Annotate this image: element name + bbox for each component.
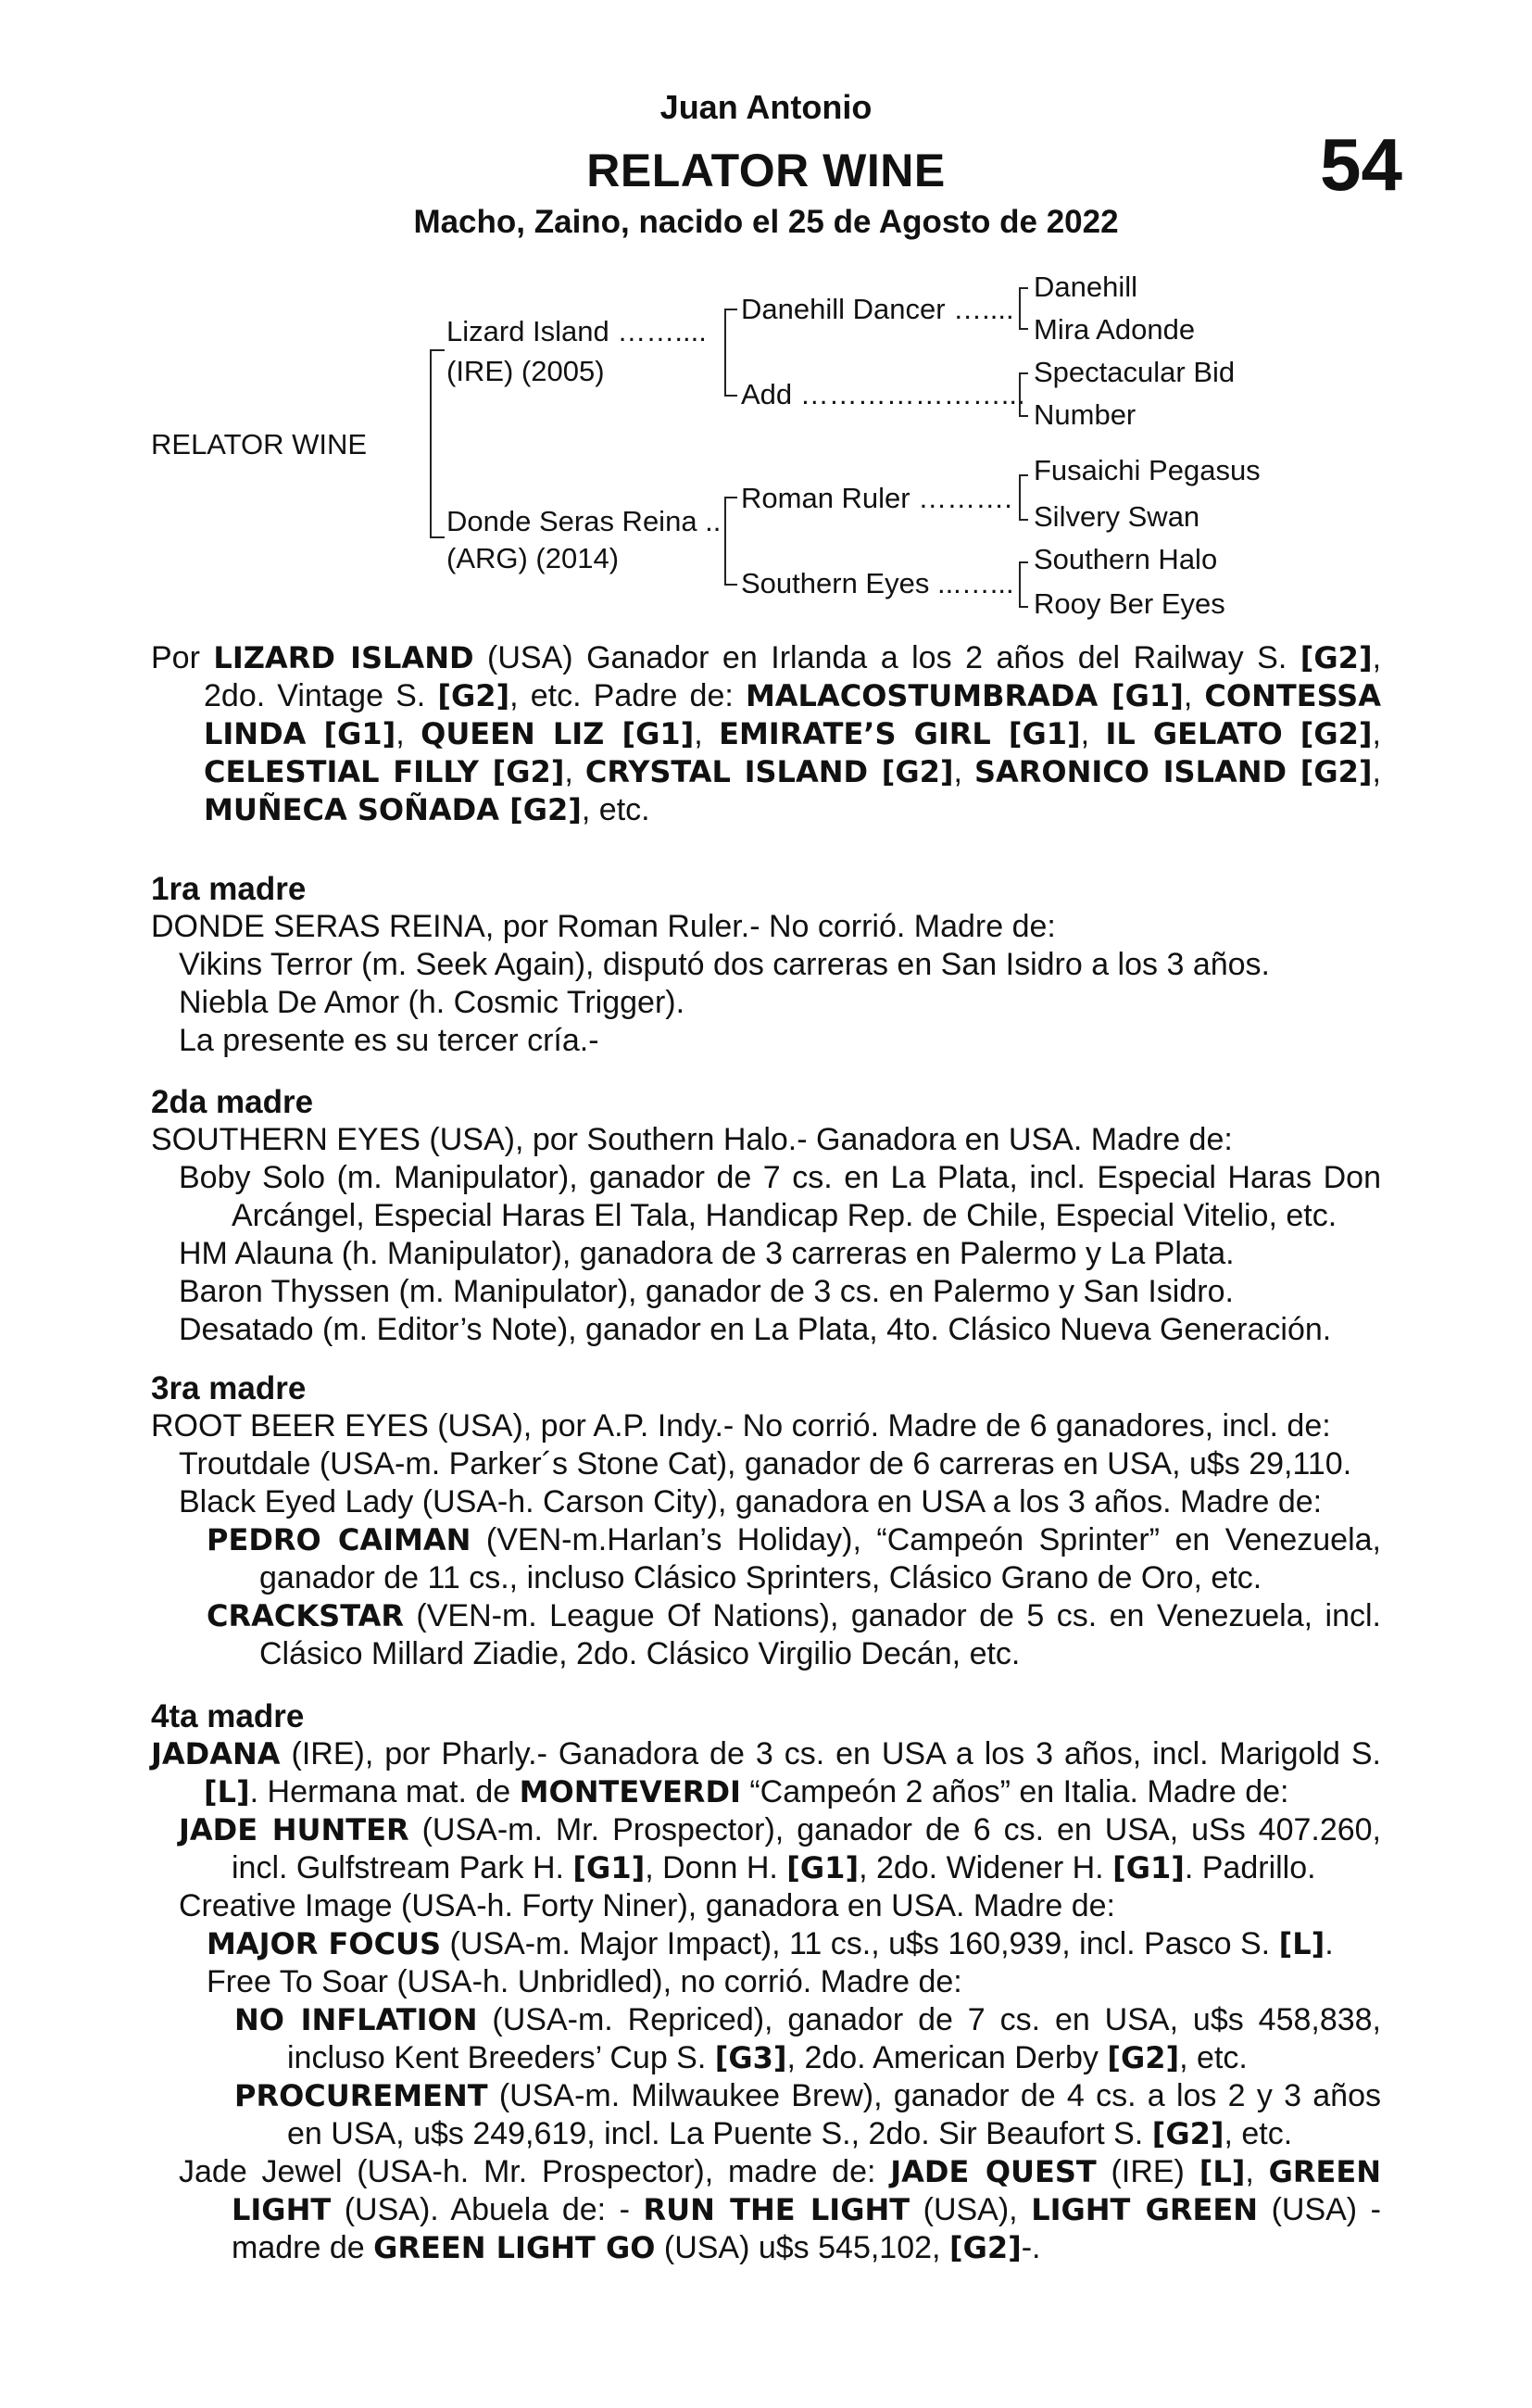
pedigree-dsd: Silvery Swan <box>1034 500 1200 533</box>
pedigree-ssd: Mira Adonde <box>1034 313 1196 346</box>
lot-number: 54 <box>1320 123 1402 206</box>
pedigree-sire: Lizard Island …….... <box>446 315 707 347</box>
stakes-winner-name: JADE QUEST <box>890 2154 1097 2189</box>
produce-line: HM Alauna (h. Manipulator), ganadora de 3 carreras en Palermo y La Plata. <box>179 1236 1235 1271</box>
progeny-name: CONTESSA LINDA [G1] <box>204 678 1381 751</box>
stakes-winner-name: GREEN LIGHT GO <box>373 2230 656 2265</box>
grade-label: [G2] <box>437 678 510 713</box>
dam-intro: ROOT BEER EYES (USA), por A.P. Indy.- No corrió. Madre de 6 ganadores, incl. de: <box>151 1408 1331 1444</box>
text-run: Por <box>151 640 214 675</box>
pedigree-sdd: Number <box>1034 398 1136 431</box>
produce-line: La presente es su tercer cría.- <box>179 1023 599 1058</box>
produce-line: Troutdale (USA-m. Parker´s Stone Cat), ganador de 6 carreras en USA, u$s 29,110. <box>179 1446 1352 1481</box>
produce-line <box>151 1925 1381 1963</box>
stakes-winner-name: PROCUREMENT <box>234 2078 488 2113</box>
progeny-name: QUEEN LIZ [G1] <box>421 716 695 751</box>
horse-description: Macho, Zaino, nacido el 25 de Agosto de 2022 <box>413 204 1119 240</box>
stakes-winner-name: CRACKSTAR <box>207 1598 404 1633</box>
text-run: , <box>1372 754 1381 789</box>
text-run: , 2do. American Derby <box>786 2040 1108 2075</box>
pedigree-bracket-sire <box>724 309 737 397</box>
grade-label: [L] <box>1278 1926 1325 1961</box>
produce-line <box>151 2077 1381 2153</box>
text-run: , Donn H. <box>645 1850 787 1885</box>
grade-label: [G2] <box>1300 640 1373 675</box>
sire-name: LIZARD ISLAND <box>213 640 474 675</box>
produce-line: Desatado (m. Editor’s Note), ganador en La Plata, 4to. Clásico Nueva Generación. <box>179 1312 1332 1347</box>
produce-line <box>151 1811 1381 1887</box>
horse-title: RELATOR WINE <box>586 145 946 196</box>
text-run: (VEN-m.Harlan’s Holiday), “Campeón Sprinter” en Venezuela, ganador de 11 cs., incluso Clásico Sprinters, Clásico Grano de Oro, etc. <box>259 1522 1382 1595</box>
pedigree-bracket-ds <box>1019 474 1028 521</box>
produce-line: Niebla De Amor (h. Cosmic Trigger). <box>179 985 685 1020</box>
text-run: Jade Jewel (USA-h. Mr. Prospector), madre de: <box>179 2154 891 2189</box>
text-run: . Padrillo. <box>1184 1850 1316 1885</box>
text-run: , <box>1372 716 1381 751</box>
text-run: , etc. Padre de: <box>509 678 746 713</box>
text-run: , 2do. Widener H. <box>859 1850 1113 1885</box>
progeny-name: CRYSTAL ISLAND [G2] <box>584 754 954 789</box>
dam-intro: SOUTHERN EYES (USA), por Southern Halo.- Ganadora en USA. Madre de: <box>151 1122 1233 1157</box>
text-run: (USA-m. Repriced), ganador de 7 cs. en USA, u$s 458,838, incluso Kent Breeders’ Cup S. <box>287 2002 1382 2075</box>
progeny-name: MUÑECA SOÑADA [G2] <box>204 792 582 827</box>
produce-line <box>151 1521 1381 1597</box>
stakes-winner-name: LIGHT GREEN <box>1031 2192 1259 2227</box>
text-run: (USA-m. Major Impact), 11 cs., u$s 160,939, incl. Pasco S. <box>441 1926 1279 1961</box>
stakes-winner-name: GREEN LIGHT <box>232 2154 1381 2227</box>
pedigree-bracket-dd <box>1019 561 1028 608</box>
produce-line: Creative Image (USA-h. Forty Niner), ganadora en USA. Madre de: <box>179 1888 1115 1923</box>
produce-line <box>151 2153 1381 2267</box>
text-run: , <box>396 716 421 751</box>
third-dam-section <box>151 1356 1381 1673</box>
text-run: , <box>1080 716 1106 751</box>
text-run: , 2do. Vintage S. <box>204 640 1382 713</box>
text-run: “Campeón 2 años” en Italia. Madre de: <box>740 1774 1289 1809</box>
text-run: (IRE), por Pharly.- Ganadora de 3 cs. en USA a los 3 años, incl. Marigold S. <box>280 1736 1381 1771</box>
pedigree-sd: Add …………………... <box>741 378 1025 410</box>
produce-line: Boby Solo (m. Manipulator), ganador de 7 cs. en La Plata, incl. Especial Haras Don Arcángel, Especial Haras El Tala, Handicap Rep. de Chile, Especial Vitelio, etc. <box>179 1160 1381 1233</box>
dam-name: JADANA <box>151 1736 281 1771</box>
text-run: , etc. <box>1179 2040 1248 2075</box>
pedigree-dd: Southern Eyes ...…... <box>741 567 1014 599</box>
text-run: , etc. <box>581 792 650 827</box>
grade-label: [G2] <box>1107 2040 1180 2075</box>
section-heading: 3ra madre <box>151 1370 307 1406</box>
text-run: (VEN-m. League Of Nations), ganador de 5 cs. en Venezuela, incl. Clásico Millard Ziadie, 2do. Clásico Virgilio Decán, etc. <box>259 1598 1381 1671</box>
text-run: (USA), <box>910 2192 1032 2227</box>
grade-label: [G1] <box>572 1850 646 1885</box>
produce-line: Vikins Terror (m. Seek Again), disputó dos carreras en San Isidro a los 3 años. <box>179 947 1270 982</box>
text-run: . <box>1325 1926 1334 1961</box>
text-run: (USA-m. Mr. Prospector), ganador de 6 cs. en USA, uSs 407.260, incl. Gulfstream Park H. <box>232 1812 1382 1885</box>
progeny-name: IL GELATO [G2] <box>1105 716 1373 751</box>
pedigree-bracket-sd <box>1019 372 1028 417</box>
pedigree-bracket-root <box>430 349 445 538</box>
progeny-name: EMIRATE’S GIRL [G1] <box>719 716 1081 751</box>
text-run: (USA). Abuela de: - <box>331 2192 644 2227</box>
produce-line: Baron Thyssen (m. Manipulator), ganador de 3 cs. en Palermo y San Isidro. <box>179 1274 1234 1309</box>
text-run: , <box>1183 678 1205 713</box>
grade-label: [G1] <box>1112 1850 1185 1885</box>
pedigree-dss: Fusaichi Pegasus <box>1034 454 1261 486</box>
grade-label: [G2] <box>1151 2116 1224 2151</box>
fourth-dam-section <box>151 1684 1381 2267</box>
pedigree-ddd: Rooy Ber Eyes <box>1034 587 1225 620</box>
stakes-winner-name: JADE HUNTER <box>179 1812 409 1847</box>
sire-section <box>151 639 1381 829</box>
produce-line: Black Eyed Lady (USA-h. Carson City), ganadora en USA a los 3 años. Madre de: <box>179 1484 1323 1519</box>
text-run: , <box>953 754 974 789</box>
text-run: (USA) -madre de <box>232 2192 1381 2265</box>
text-run: , <box>694 716 720 751</box>
stakes-winner-name: MAJOR FOCUS <box>207 1926 442 1961</box>
section-heading: 4ta madre <box>151 1698 305 1734</box>
progeny-name: MALACOSTUMBRADA [G1] <box>745 678 1184 713</box>
grade-label: [G2] <box>948 2230 1022 2265</box>
text-run: , <box>1245 2154 1269 2189</box>
first-dam-section <box>151 857 1381 1060</box>
text-run: (USA) u$s 545,102, <box>655 2230 949 2265</box>
grade-label: [L] <box>204 1774 250 1809</box>
text-run: -. <box>1021 2230 1041 2265</box>
produce-line <box>151 2001 1381 2077</box>
section-heading: 1ra madre <box>151 871 307 907</box>
pedigree-dam: Donde Seras Reina .. <box>446 505 722 537</box>
owner-name: Juan Antonio <box>659 88 873 126</box>
grade-label: [G1] <box>786 1850 860 1885</box>
second-dam-section <box>151 1070 1381 1349</box>
progeny-name: SARONICO ISLAND [G2] <box>973 754 1373 789</box>
text-run: . Hermana mat. de <box>249 1774 520 1809</box>
pedigree-chart <box>0 0 1532 630</box>
pedigree-ds: Roman Ruler ………. <box>741 482 1012 514</box>
produce-line <box>151 1597 1381 1673</box>
pedigree-bracket-dam <box>724 497 737 586</box>
dam-intro <box>151 1735 1381 1811</box>
pedigree-sss: Danehill <box>1034 271 1138 303</box>
pedigree-subject: RELATOR WINE <box>151 428 368 460</box>
stakes-winner-name: MONTEVERDI <box>519 1774 741 1809</box>
dam-intro: DONDE SERAS REINA, por Roman Ruler.- No corrió. Madre de: <box>151 909 1056 944</box>
pedigree-ss: Danehill Dancer ….... <box>741 293 1014 325</box>
pedigree-dds: Southern Halo <box>1034 543 1218 575</box>
text-run: , etc. <box>1224 2116 1293 2151</box>
text-run: (USA) Ganador en Irlanda a los 2 años del Railway S. <box>473 640 1300 675</box>
text-run: (USA-m. Milwaukee Brew), ganador de 4 cs. a los 2 y 3 años en USA, u$s 249,619, incl. La Puente S., 2do. Sir Beaufort S. <box>287 2078 1381 2151</box>
section-heading: 2da madre <box>151 1084 314 1120</box>
pedigree-bracket-ss <box>1019 287 1028 330</box>
pedigree-sds: Spectacular Bid <box>1034 356 1236 388</box>
progeny-name: CELESTIAL FILLY [G2] <box>204 754 565 789</box>
produce-line: Free To Soar (USA-h. Unbridled), no corrió. Madre de: <box>207 1964 962 1999</box>
pedigree-dam-origin: (ARG) (2014) <box>446 542 620 574</box>
stakes-winner-name: PEDRO CAIMAN <box>207 1522 471 1557</box>
sire-paragraph <box>151 639 1381 829</box>
grade-label: [G3] <box>714 2040 787 2075</box>
text-run: , <box>564 754 585 789</box>
pedigree-sire-origin: (IRE) (2005) <box>446 355 605 387</box>
stakes-winner-name: RUN THE LIGHT <box>643 2192 910 2227</box>
stakes-winner-name: NO INFLATION <box>234 2002 478 2037</box>
text-run: (IRE) <box>1096 2154 1199 2189</box>
grade-label: [L] <box>1199 2154 1246 2189</box>
